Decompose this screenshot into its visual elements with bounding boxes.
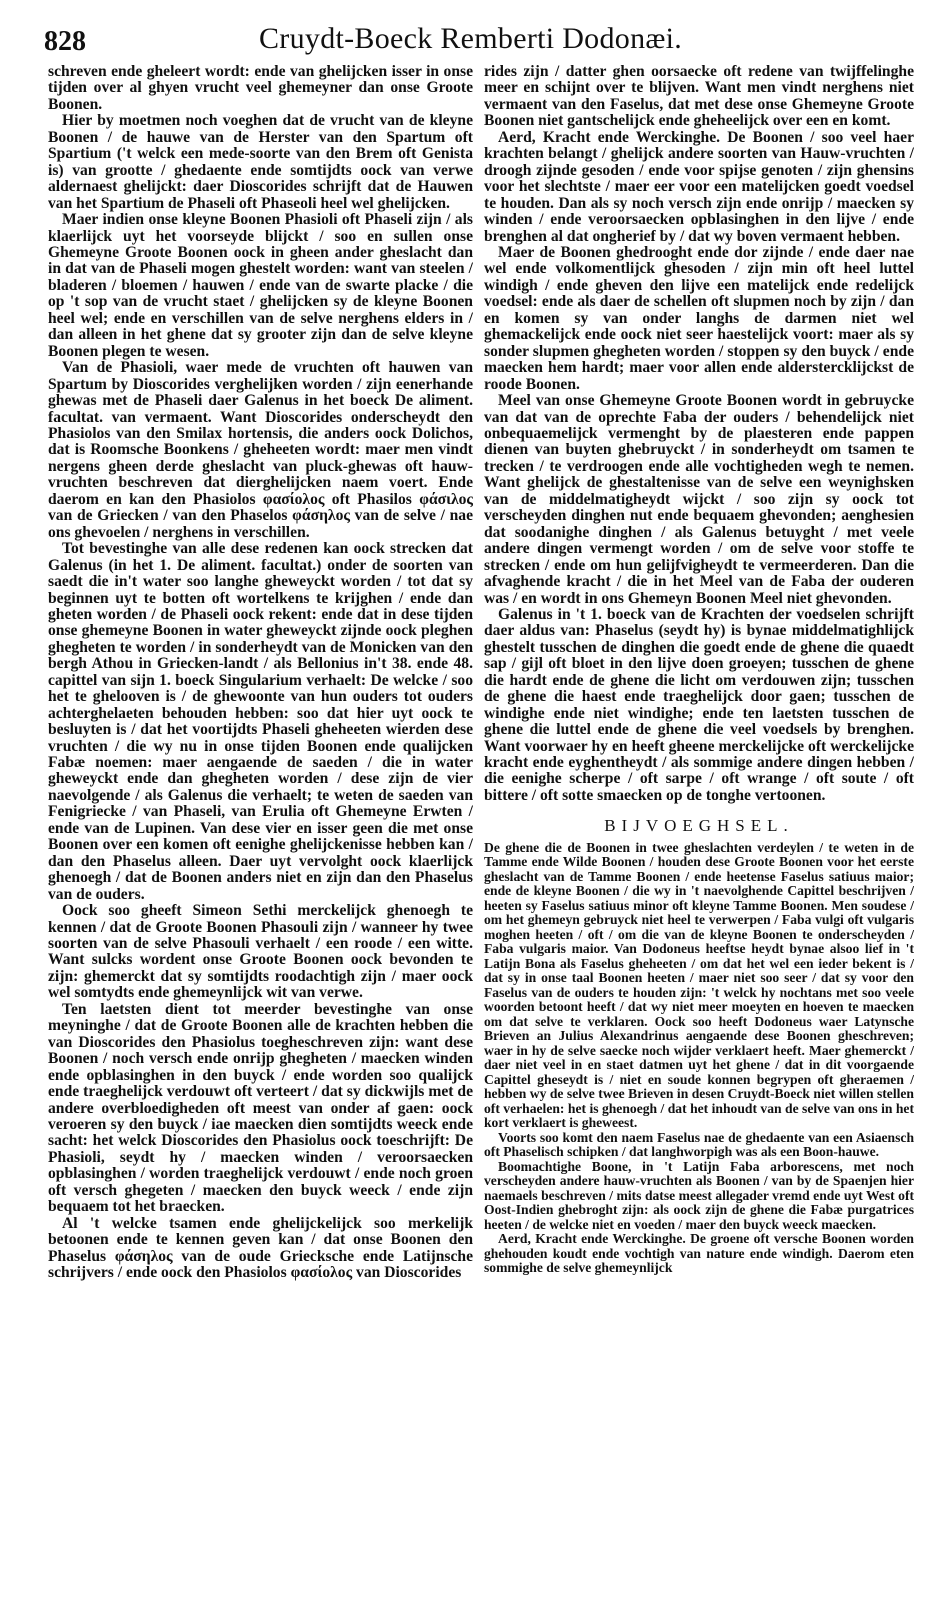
right-column <box>484 64 914 1599</box>
running-title: Cruydt-Boeck Remberti Dodonæi. <box>259 22 683 55</box>
section-heading: BIJVOEGHSEL. <box>604 816 794 836</box>
paragraph: Meel van onse Ghemeyne Groote Boonen wordt in gebruycke van dat van de oprechte Faba der ouders / behendelijck niet onbequaemelijck vermenght by de plaesteren ende pappen dienen van buyten ghebruyckt / in sonderheydt om tsamen te trecken / te verdroogen ende alle vochtigheden wegh te nemen. Want ghelijck de ghestaltenisse van de selve een weynighsken van de middelmatigheydt wijckt / soo zijn sy oock tot verscheyden dinghen nut ende bequaem ghevonden; aenghesien dat soodanighe dinghen / als Galenus betuyght / met veele andere dingen vermengt worden / om de selve voor stoffe te strecken / ende om hun gelijfvigheydt te vermeerderen. Dan die afvaghende kracht / die in het Meel van de Faba der ouderen was / en wordt in ons Ghemeyn Boonen Meel niet ghevonden. <box>484 392 914 607</box>
paragraph: Galenus in 't 1. boeck van de Krachten der voedselen schrijft daer aldus van: Phaselus (seydt hy) is bynae middelmatighlijck ghestelt tusschen de dinghen die goedt ende de ghene die quaedt sap / gijl oft bloet in den lijve doen groeyen; tusschen de ghene die hardt ende de ghene die licht om verdouwen zijn; tusschen de ghene die haest ende traeghelijck door gaen; tusschen de windighe ende niet windighe; ende ten laetsten tusschen de ghene die luttel ende de ghene die veel voedsels by brenghen. Want voorwaer hy en heeft gheene merckelijcke oft werckelijcke kracht ende eyghentheydt / als sommige andere dingen hebben / die eenighe scherpe / oft sarpe / oft wrange / oft soute / oft bittere / oft sotte smaecken op de tonghe vertoonen. <box>484 605 914 804</box>
paragraph: Van de Phasioli, waer mede de vruchten oft hauwen van Spartum by Dioscorides verghelijken worden / zijn eenerhande ghewas met de Phaseli daer Galenus in het boeck De aliment. facultat. van vermaent. Want Dioscorides onderscheydt den Phasiolos van den Smilax hortensis, die anders oock Dolichos, dat is Roomsche Boonkens / gheheeten wordt: maer men vindt nergens gheen derde gheslacht van pluck-ghewas oft hauw-vruchten beschreven dat dierghelijcken naem voert. Ende daerom en kan den Phasiolos φασίολος oft Phasilos φάσιλος van de Griecken / van den Phaselos φάσηλος van de selve / nae ons ghevoelen / nerghens in verschillen. <box>48 359 473 541</box>
paragraph: Oock soo gheeft Simeon Sethi merckelijck ghenoegh te kennen / dat de Groote Boonen Phasouli zijn / wanneer hy twee soorten van de selve Phasouli verhaelt / een roode / een witte. Want sulcks wordent onse Groote Boonen oock bevonden te zijn: ghemerckt dat sy somtijdts roodachtigh zijn / maer oock wel somtydts ende ghemeynlijck wit van verwe. <box>48 902 473 1002</box>
appendix-paragraph: De ghene die de Boonen in twee gheslachten verdeylen / te weten in de Tamme ende Wilde Boonen / houden dese Groote Boonen voor het eerste gheslacht van de Tamme Boonen / ende heetense Faselus satiuus maior; ende de kleyne Boonen / die wy in 't naevolghende Capittel beschrijven / heeten sy Faselus satiuus minor oft kleyne Tamme Boonen. Men soudese / om het ghemeyn gebruyck niet heel te verwerpen / Faba vulgi oft vulgaris moghen heeten / oft / om die van de kleyne Boonen te onderscheyden / Faba vulgaris maior. Van Dodoneus heeftse heydt bynae alsoo lief in 't Latijn Bona als Faselus gheheeten / om dat het wel een ieder bekent is / dat sy in onse taal Boonen heeten / maer niet soo seer / dat sy voor den Faselus van de ouders te houden zijn: 't welck hy nochtans met soo veele woorden betoont heeft / dat wy niet meer moeyten en hoeven te maecken om dat selve te verklaren. Oock soo heeft Dodoneus waer Latynsche Brieven an Julius Alexandrinus aengaende dese Boonen gheschreven; waer in hy de selve saecke noch wijder verklaert heeft. Maer ghemerckt / daer niet veel in en staet datmen uyt het ghene / dat in dit voorgaende Capittel gheseydt is / niet en soude konnen begrypen oft gheraemen / hebben wy de selve twee Brieven in desen Cruydt-Boeck niet willen stellen oft verhaelen: het is ghenoegh / dat het inhoudt van de selve van ons in het kort verklaert is gheweest. <box>484 839 914 1131</box>
appendix-section <box>484 841 914 1276</box>
paragraph: Hier by moetmen noch voeghen dat de vrucht van de kleyne Boonen / de hauwe van de Herster van den Spartum oft Spartium ('t welck een mede-soorte van den Brem oft Genista is) van grootte / ghedaente ende somtijdts oock van verwe aldernaest ghelijckt: daer Dioscorides schrijft dat de Hauwen van het Spartium de Phaseli oft Phaseoli heel wel ghelijcken. <box>48 112 473 212</box>
appendix-paragraph: Boomachtighe Boone, in 't Latijn Faba arborescens, met noch verscheyden andere hauw-vruchten als Boonen / van by de Spaenjen hier naemaels beschreven / mits datse meest allegader vremd ende uyt West oft Oost-Indien ghebroght zijn: als oock zijn de ghene die Fabæ purgatrices heeten / de welcke niet en voeden / maer den buyck weeck maecken. <box>484 1158 914 1232</box>
paragraph: Ten laetsten dient tot meerder bevestinghe van onse meyninghe / dat de Groote Boonen alle de krachten hebben die van Dioscorides den Phasiolus toegheschreven zijn: want dese Boonen / noch versch ende onrijp ghegheten / maecken winden ende opblasinghen in den buyck / ende worden soo qualijck ende traeghelijck verdouwt oft verteert / dat sy dickwijls met de andere overbloedigheden oft meest van onder af gaen: oock veroeren sy den buyck / iae maecken dien somtijdts weeck ende sacht: het welck Dioscorides den Phasiolus oock toeschrijft: De Phasioli, seydt hy / maecken winden / veroorsaecken opblasinghen / worden traeghelijck verdouwt / ende noch groen oft versch ghegeten / maecken den buyck weeck / ende zijn bequaem tot het braecken. <box>48 1000 473 1216</box>
left-column <box>48 64 473 1599</box>
appendix-paragraph: Voorts soo komt den naem Faselus nae de ghedaente van een Asiaensch oft Phaselisch schipken / dat langhworpigh was als een Boon-hauwe. <box>484 1129 914 1160</box>
paragraph: Maer de Boonen ghedrooght ende dor zijnde / ende daer nae wel ende volkomentlijck ghesoden / zijn min oft heel luttel windigh / ende gheven den lijve een matelijck ende redelijck voedsel: ende als daer de schellen oft slupmen noch by zijn / dan en komen sy van onder langhs de darmen niet wel ghemackelijck ende oock niet seer haestelijck voort: maer als sy sonder slupmen ghegheten worden / stoppen sy den buyck / ende maecken hem hardt; maer voor allen ende alderstercklijckst de roode Boonen. <box>484 243 914 393</box>
paragraph: Maer indien onse kleyne Boonen Phasioli oft Phaseli zijn / als klaerlijck uyt het voorseyde blijckt / soo en sullen onse Ghemeyne Groote Boonen oock in gheen ander gheslacht dan in dat van de Phaseli mogen ghestelt worden: want van steelen / bladeren / bloemen / hauwen / ende van de swarte placke / die op 't sop van de vrucht staet / ghelijcken sy de kleyne Boonen heel wel; ende en verschillen van de selve nerghens elders in / dan alleen in het ghene dat sy grooter zijn dan de selve kleyne Boonen plegen te wesen. <box>48 211 473 360</box>
page-number: 828 <box>44 26 86 57</box>
paragraph: schreven ende gheleert wordt: ende van ghelijcken isser in onse tijden over al ghyen vrucht veel ghemeyner dan onse Groote Boonen. <box>48 64 473 113</box>
page-header <box>44 22 904 58</box>
appendix-paragraph: Aerd, Kracht ende Werckinghe. De groene oft versche Boonen worden ghehouden koudt ende vochtigh van nature ende windigh. Daerom eten sommighe de selve ghemeynlijck <box>484 1231 914 1276</box>
paragraph: Tot bevestinghe van alle dese redenen kan oock strecken dat Galenus (in het 1. De aliment. facultat.) onder de soorten van saedt die in't water soo langhe gheweyckt worden / tot dat sy beginnen uyt te botten oft wortelkens te krijghen / ende dan gheten worden / de Phaseli oock rekent: ende dat in dese tijden onse ghemeyne Boonen in water gheweyckt zijnde oock pleghen ghegheten te worden / in sonderheydt van de Monicken van den bergh Athou in Griecken-landt / als Bellonius in't 38. ende 48. capittel van sijn 1. boeck Singularium verhaelt: De welcke / soo het te ghelooven is / de ghewoonte van hun ouders tot ouders achterghelaeten behouden hebben: soo dat hier uyt oock te besluyten is / dat het voortijdts Phaseli gheheeten wierden dese vruchten / die wy nu in onse tijden Boonen ende qualijcken Fabæ noemen: maer aengaende de saeden / die in water gheweyckt ende dan ghegheten worden / dese zijn de vier naevolgende / als Galenus die verhaelt; te weten de saeden van Fenigriecke / van Phaseli, van Erulia oft Ghemeyne Erwten / ende van de Lupinen. Van dese vier en isser geen die met onse Boonen over een komen oft eenighe ghelijckenisse hebben kan / dan den Phaselus alleen. Daer uyt vervolght oock klaerlijck ghenoegh / dat de Boonen anders niet en zijn dan den Phaselus van de ouders. <box>48 540 473 903</box>
paragraph: Aerd, Kracht ende Werckinghe. De Boonen / soo veel haer krachten belangt / ghelijck andere soorten van Hauw-vruchten / droogh zijnde gesoden / ende voor spijse genoten / zijn ghensins voor het slechtste / maer eer voor een matelijcken goedt voedsel te houden. Dan als sy noch versch zijn ende onrijp / maecken sy winden / ende veroorsaecken opblasinghen in den lijve / ende brenghen al dat ongherief by / dat wy boven vermaent hebben. <box>484 128 914 245</box>
paragraph: rides zijn / datter ghen oorsaecke oft redene van twijffelinghe meer en schijnt over te blijven. Want men vindt nerghens niet vermaent van den Faselus, dat met dese onse Ghemeyne Groote Boonen niet gantschelijck ende gheheelijck over een en komt. <box>484 64 914 130</box>
paragraph: Al 't welcke tsamen ende ghelijckelijck soo merkelijk betoonen ende te kennen geven kan / dat onse Boonen den Phaselus φάσηλος van de oude Griecksche ende Latijnsche schrijvers / ende oock den Phasiolos φασίολος van Dioscorides <box>48 1214 473 1282</box>
